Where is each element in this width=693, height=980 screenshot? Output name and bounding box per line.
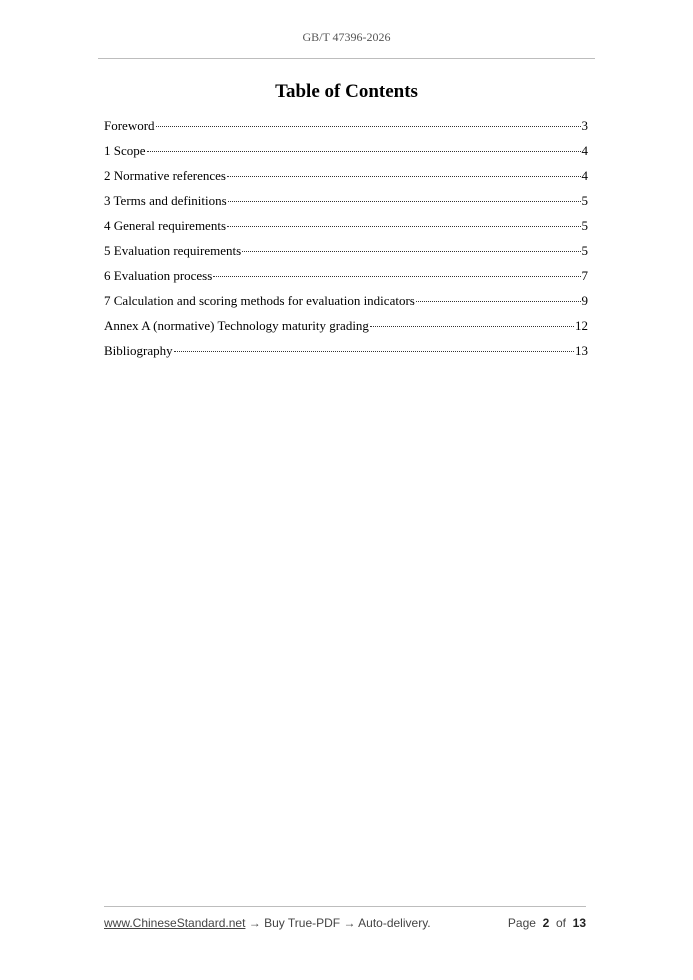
dot-leader <box>228 201 581 202</box>
arrow-right-icon: → <box>248 916 261 930</box>
running-header: GB/T 47396-2026 <box>302 30 391 44</box>
toc-entry-page: 13 <box>575 343 588 358</box>
page-indicator <box>508 916 586 930</box>
toc-entry-bibliography[interactable] <box>104 341 588 366</box>
toc-entry-label: 2 Normative references <box>104 168 226 183</box>
dot-leader <box>242 251 580 252</box>
of-word: of <box>555 916 566 930</box>
toc-entry-page: 5 <box>581 193 588 208</box>
toc-title: Table of Contents <box>275 81 418 102</box>
dot-leader <box>156 126 581 127</box>
toc-entry-terms-and-definitions[interactable] <box>104 191 588 216</box>
toc-entry-label: Annex A (normative) Technology maturity grading <box>104 318 369 333</box>
footer-promo <box>104 916 431 930</box>
dot-leader <box>174 351 574 352</box>
toc-entry-evaluation-requirements[interactable] <box>104 241 588 266</box>
header-divider <box>98 58 595 59</box>
toc-entry-calculation-and-scoring[interactable] <box>104 291 588 316</box>
toc-entry-page: 9 <box>581 293 588 308</box>
toc-entry-evaluation-process[interactable] <box>104 266 588 291</box>
dot-leader <box>416 301 581 302</box>
total-pages-number: 13 <box>572 916 586 930</box>
toc-entry-label: 5 Evaluation requirements <box>104 243 242 258</box>
toc-entry-page: 3 <box>581 118 588 133</box>
toc-entry-page: 4 <box>581 143 588 158</box>
toc-entry-page: 5 <box>581 243 588 258</box>
toc-entry-normative-references[interactable] <box>104 166 588 191</box>
toc-entry-label: 7 Calculation and scoring methods for evaluation indicators <box>104 293 415 308</box>
dot-leader <box>370 326 574 327</box>
toc-list <box>104 116 588 366</box>
toc-entry-scope[interactable] <box>104 141 588 166</box>
page-word: Page <box>507 916 536 930</box>
auto-delivery-text: Auto-delivery. <box>358 916 431 930</box>
toc-entry-label: 3 Terms and definitions <box>104 193 227 208</box>
dot-leader <box>227 176 581 177</box>
site-link[interactable]: www.ChineseStandard.net <box>104 916 246 930</box>
toc-entry-annex-a[interactable] <box>104 316 588 341</box>
toc-entry-label: 1 Scope <box>104 143 146 158</box>
arrow-right-icon: → <box>343 916 356 930</box>
toc-entry-page: 7 <box>581 268 588 283</box>
dot-leader <box>227 226 580 227</box>
toc-entry-label: 6 Evaluation process <box>104 268 213 283</box>
current-page-number: 2 <box>542 916 550 930</box>
page-footer <box>104 916 586 934</box>
toc-entry-general-requirements[interactable] <box>104 216 588 241</box>
toc-entry-page: 12 <box>575 318 588 333</box>
footer-divider <box>104 906 586 907</box>
toc-entry-page: 5 <box>581 218 588 233</box>
toc-entry-page: 4 <box>581 168 588 183</box>
buy-pdf-text: Buy True-PDF <box>264 916 341 930</box>
dot-leader <box>213 276 580 277</box>
toc-entry-label: Foreword <box>104 118 155 133</box>
toc-entry-label: 4 General requirements <box>104 218 227 233</box>
toc-entry-foreword[interactable] <box>104 116 588 141</box>
toc-entry-label: Bibliography <box>104 343 173 358</box>
dot-leader <box>147 151 581 152</box>
